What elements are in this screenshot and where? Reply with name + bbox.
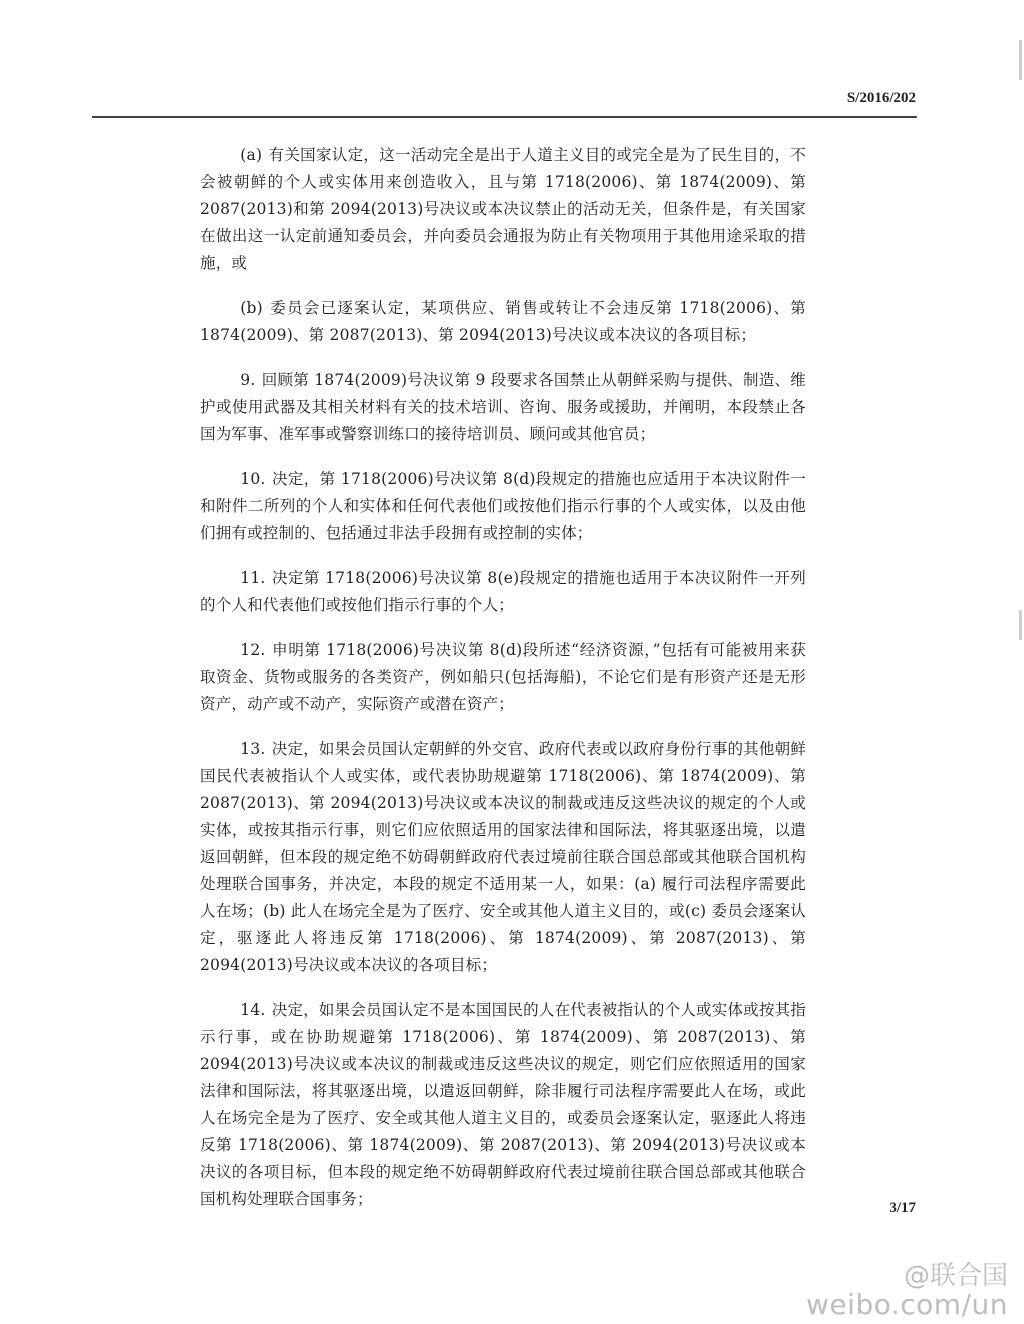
- paragraph-10: [200, 466, 806, 547]
- paragraph-text: 决定第 1718(2006)号决议第 8(e)段规定的措施也适用于本决议附件一开列的个人和代表他们或按他们指示行事的个人；: [200, 569, 806, 614]
- paragraph-12: [200, 637, 806, 718]
- scan-edge-mark: [1019, 40, 1022, 80]
- paragraph-text: 决定，如果会员国认定朝鲜的外交官、政府代表或以政府身份行事的其他朝鲜国民代表被指认个人或实体，或代表协助规避第 1718(2006)、第 1874(2009)、第 2087(2013)、第 2094(2013)号决议或本决议的制裁或违反这些决议的规定的个人或实体，或按其指示行事，则它们应依照适用的国家法律和国际法，将其驱逐出境，以遣返回朝鲜，但本段的规定绝不妨碍朝鲜政府代表过境前往联合国总部或其他联合国机构处理联合国事务，并决定，本段的规定不适用某一人，如果：(a) 履行司法程序需要此人在场；(b) 此人在场完全是为了医疗、安全或其他人道主义目的，或(c) 委员会逐案认定，驱逐此人将违反第 1718(2006)、第 1874(2009)、第 2087(2013)、第 2094(2013)号决议或本决议的各项目标；: [200, 740, 806, 974]
- paragraph-number: 14.: [240, 1001, 266, 1019]
- paragraph-number: 13.: [240, 740, 266, 758]
- watermark-url: weibo.com/un: [806, 1288, 1008, 1321]
- header-rule: [92, 116, 917, 118]
- scan-edge-mark: [1019, 610, 1022, 640]
- page-number: 3/17: [889, 1200, 916, 1216]
- paragraph-number: 9.: [240, 371, 256, 389]
- watermark-handle: @联合国: [903, 1261, 1008, 1291]
- paragraph-text: 决定，第 1718(2006)号决议第 8(d)段规定的措施也应适用于本决议附件一和附件二所列的个人和实体和任何代表他们或按他们指示行事的个人或实体，以及由他们拥有或控制的、包括通过非法手段拥有或控制的实体；: [200, 470, 806, 542]
- paragraph-text: 决定，如果会员国认定不是本国国民的人在代表被指认的个人或实体或按其指示行事，或在协助规避第 1718(2006)、第 1874(2009)、第 2087(2013)、第 2094(2013)号决议或本决议的制裁或违反这些决议的规定，则它们应依照适用的国家法律和国际法，将其驱逐出境，以遣返回朝鲜，除非履行司法程序需要此人在场，或此人在场完全是为了医疗、安全或其他人道主义目的，或委员会逐案认定，驱逐此人将违反第 1718(2006)、第 1874(2009)、第 2087(2013)、第 2094(2013)号决议或本决议的各项目标，但本段的规定绝不妨碍朝鲜政府代表过境前往联合国总部或其他联合国机构处理联合国事务；: [200, 1001, 806, 1208]
- paragraph-text: 委员会已逐案认定，某项供应、销售或转让不会违反第 1718(2006)、第 1874(2009)、第 2087(2013)、第 2094(2013)号决议或本决议的各项目标；: [200, 299, 806, 344]
- paragraph-a: [200, 142, 806, 277]
- paragraph-number: 10.: [240, 470, 266, 488]
- document-body: [200, 142, 806, 1231]
- document-symbol: S/2016/202: [846, 90, 916, 106]
- paragraph-14: [200, 997, 806, 1213]
- paragraph-number: (a): [240, 146, 263, 164]
- paragraph-9: [200, 367, 806, 448]
- weibo-watermark: [806, 1262, 1008, 1320]
- paragraph-number: (b): [240, 299, 263, 317]
- paragraph-text: 申明第 1718(2006)号决议第 8(d)段所述“经济资源，”包括有可能被用来获取资金、货物或服务的各类资产，例如船只(包括海船)，不论它们是有形资产还是无形资产，动产或不动产，实际资产或潜在资产；: [200, 641, 806, 713]
- paragraph-13: [200, 736, 806, 979]
- paragraph-text: 回顾第 1874(2009)号决议第 9 段要求各国禁止从朝鲜采购与提供、制造、维护或使用武器及其相关材料有关的技术培训、咨询、服务或援助，并阐明，本段禁止各国为军事、准军事或警察训练口的接待培训员、顾问或其他官员；: [200, 371, 806, 443]
- paragraph-number: 11.: [240, 569, 266, 587]
- paragraph-number: 12.: [240, 641, 266, 659]
- paragraph-b: [200, 295, 806, 349]
- paragraph-11: [200, 565, 806, 619]
- paragraph-text: 有关国家认定，这一活动完全是出于人道主义目的或完全是为了民生目的，不会被朝鲜的个人或实体用来创造收入，且与第 1718(2006)、第 1874(2009)、第 2087(2013)和第 2094(2013)号决议或本决议禁止的活动无关，但条件是，有关国家在做出这一认定前通知委员会，并向委员会通报为防止有关物项用于其他用途采取的措施，或: [200, 146, 806, 272]
